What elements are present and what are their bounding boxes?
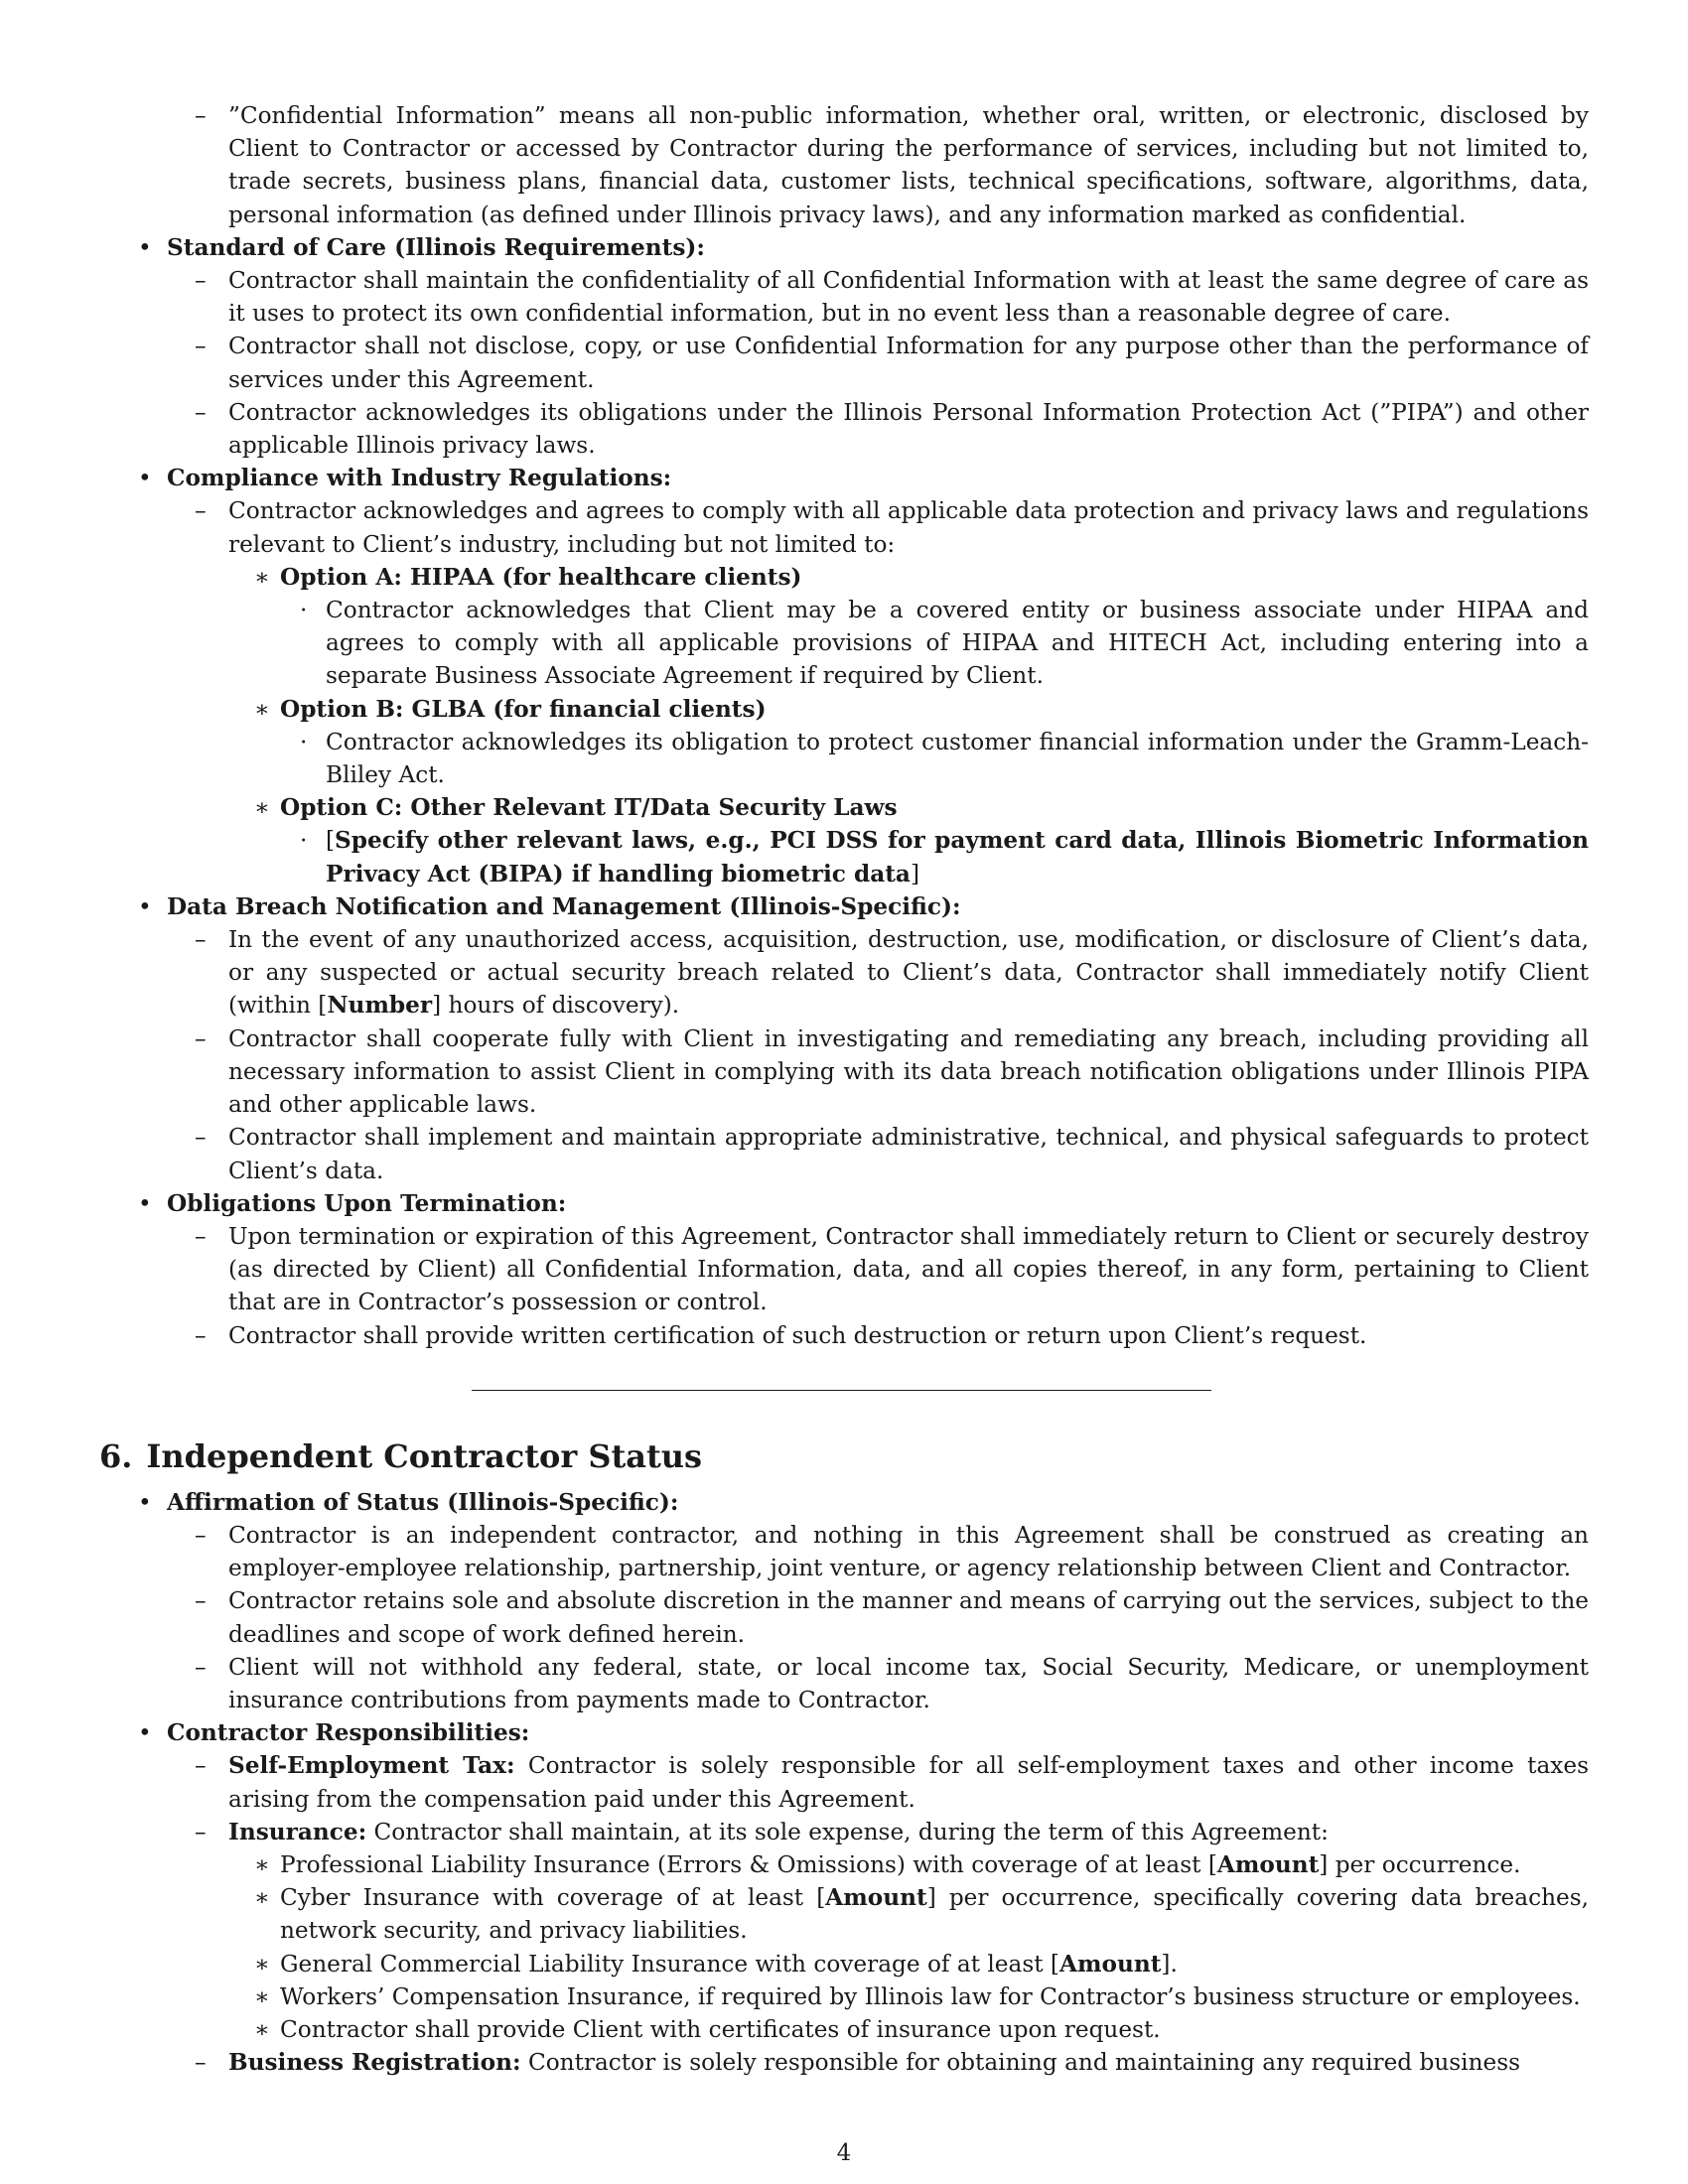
dash-bullet: – [195, 1752, 207, 1780]
asterisk-bullet: ∗ [254, 1950, 270, 1978]
document-body [99, 99, 1589, 2079]
dash-bullet: – [195, 1587, 207, 1615]
asterisk-bullet: ∗ [254, 1982, 270, 2010]
confidential-definition: – ”Confidential Information” means all non-public information, whether oral, written, or electronic, disclosed by Client to Contractor or accessed by Contractor during the performance of services, including but not limited to, trade secrets, business plans, financial data, customer lists, technical specifications, software, algorithms, data, personal information (as defined under Illinois privacy laws), and any information marked as confidential. [139, 99, 1589, 231]
standard-of-care-heading: Standard of Care (Illinois Requirements): [167, 233, 705, 261]
dot-bullet: • [138, 1189, 152, 1217]
dash-bullet: – [195, 1024, 207, 1052]
dot-bullet: • [138, 233, 152, 261]
list-item: – In the event of any unauthorized access, acquisition, destruction, use, modification, or disclosure of Client’s data, or any suspected or actual security breach related to Client’s data, Contractor shall immediately notify Client (within [Number] hours of discovery). [139, 923, 1589, 1023]
page-number: 4 [836, 2140, 852, 2166]
dash-bullet: – [195, 2049, 207, 2077]
termination-item [139, 1187, 1589, 1220]
affirmation-item [139, 1486, 1589, 1519]
middot-bullet: · [300, 827, 308, 855]
option-b-text: · Contractor acknowledges its obligation to protect customer financial information under the Gramm-Leach-Bliley Act. [139, 726, 1589, 791]
insurance-cyber: ∗ Cyber Insurance with coverage of at least [Amount] per occurrence, specifically covering data breaches, network security, and privacy liabilities. [139, 1881, 1589, 1947]
dash-bullet: – [195, 267, 207, 295]
responsibilities-item [139, 1716, 1589, 1749]
insurance-certificates: ∗ Contractor shall provide Client with certificates of insurance upon request. [139, 2013, 1589, 2046]
insurance-general: ∗ General Commercial Liability Insurance with coverage of at least [Amount]. [139, 1948, 1589, 1980]
business-registration-item: – Business Registration: Contractor is solely responsible for obtaining and maintaining any required business [139, 2046, 1589, 2079]
dash-bullet: – [195, 1222, 207, 1250]
insurance-item: – Insurance: Contractor shall maintain, at its sole expense, during the term of this Agreement: [139, 1816, 1589, 1848]
list-item: – Contractor acknowledges its obligations under the Illinois Personal Information Protection Act (”PIPA”) and other applicable Illinois privacy laws. [139, 396, 1589, 462]
standard-of-care-item [139, 231, 1589, 264]
dash-bullet: – [195, 1521, 207, 1549]
list-item: – Contractor is an independent contractor, and nothing in this Agreement shall be construed as creating an employer-employee relationship, partnership, joint venture, or agency relationship between Client and Contractor. [139, 1519, 1589, 1584]
dash-bullet: – [195, 398, 207, 426]
breach-heading: Data Breach Notification and Management (Illinois-Specific): [167, 892, 961, 920]
list-item: – Contractor shall maintain the confidentiality of all Confidential Information with at least the same degree of care as it uses to protect its own confidential information, but in no event less than a reasonable degree of care. [139, 264, 1589, 330]
responsibilities-heading: Contractor Responsibilities: [167, 1719, 530, 1747]
compliance-heading: Compliance with Industry Regulations: [167, 465, 672, 492]
list-item: – Contractor shall provide written certification of such destruction or return upon Client’s request. [139, 1319, 1589, 1352]
option-c: ∗ Option C: Other Relevant IT/Data Security Laws [139, 791, 1589, 824]
dash-bullet: – [195, 1818, 207, 1845]
option-a: ∗ Option A: HIPAA (for healthcare clients) [139, 561, 1589, 594]
asterisk-bullet: ∗ [254, 695, 270, 723]
section-title: Independent Contractor Status [146, 1436, 703, 1475]
dash-bullet: – [195, 333, 207, 360]
asterisk-bullet: ∗ [254, 794, 270, 822]
asterisk-bullet: ∗ [254, 1884, 270, 1912]
dot-bullet: • [138, 892, 152, 920]
middot-bullet: · [300, 728, 308, 755]
list-item: – Client will not withhold any federal, state, or local income tax, Social Security, Medicare, or unemployment insurance contributions from payments made to Contractor. [139, 1651, 1589, 1716]
self-employment-item: – Self-Employment Tax: Contractor is solely responsible for all self-employment taxes and other income taxes arising from the compensation paid under this Agreement. [139, 1749, 1589, 1815]
list-item: – Contractor shall implement and maintain appropriate administrative, technical, and physical safeguards to protect Client’s data. [139, 1121, 1589, 1186]
dot-bullet: • [138, 1488, 152, 1516]
compliance-item [139, 462, 1589, 494]
dot-bullet: • [138, 1719, 152, 1747]
affirmation-heading: Affirmation of Status (Illinois-Specific): [167, 1488, 679, 1516]
section-heading [99, 1436, 1589, 1476]
termination-heading: Obligations Upon Termination: [167, 1189, 567, 1217]
asterisk-bullet: ∗ [254, 563, 270, 591]
dash-bullet: – [195, 1321, 207, 1349]
asterisk-bullet: ∗ [254, 2015, 270, 2043]
option-b: ∗ Option B: GLBA (for financial clients) [139, 693, 1589, 726]
dot-bullet: • [138, 465, 152, 492]
list-item: – Upon termination or expiration of this Agreement, Contractor shall immediately return to Client or securely destroy (as directed by Client) all Confidential Information, data, and all copies thereof, in any form, pertaining to Client that are in Contractor’s possession or control. [139, 1220, 1589, 1319]
dash-bullet: – [195, 102, 207, 129]
dash-bullet: – [195, 1124, 207, 1152]
list-item: – Contractor shall not disclose, copy, or use Confidential Information for any purpose other than the performance of services under this Agreement. [139, 330, 1589, 395]
horizontal-rule [472, 1390, 1211, 1391]
dash-bullet: – [195, 1653, 207, 1681]
list-item: – Contractor shall cooperate fully with Client in investigating and remediating any breach, including providing all necessary information to assist Client in complying with its data breach notification obligations under Illinois PIPA and other applicable laws. [139, 1023, 1589, 1122]
middot-bullet: · [300, 597, 308, 624]
dash-bullet: – [195, 926, 207, 954]
option-c-text: · [Specify other relevant laws, e.g., PCI DSS for payment card data, Illinois Biometric Information Privacy Act (BIPA) if handling biometric data] [139, 824, 1589, 889]
option-a-text: · Contractor acknowledges that Client may be a covered entity or business associate under HIPAA and agrees to comply with all applicable provisions of HIPAA and HITECH Act, including entering into a separate Business Associate Agreement if required by Client. [139, 594, 1589, 693]
breach-item [139, 890, 1589, 923]
insurance-workers: ∗ Workers’ Compensation Insurance, if required by Illinois law for Contractor’s business structure or employees. [139, 1980, 1589, 2013]
asterisk-bullet: ∗ [254, 1850, 270, 1878]
section-number: 6. [99, 1436, 133, 1475]
dash-bullet: – [195, 497, 207, 525]
insurance-professional: ∗ Professional Liability Insurance (Errors & Omissions) with coverage of at least [Amount] per occurrence. [139, 1848, 1589, 1881]
list-item: – Contractor acknowledges and agrees to comply with all applicable data protection and privacy laws and regulations relevant to Client’s industry, including but not limited to: [139, 494, 1589, 560]
list-item: – Contractor retains sole and absolute discretion in the manner and means of carrying out the services, subject to the deadlines and scope of work defined herein. [139, 1584, 1589, 1650]
